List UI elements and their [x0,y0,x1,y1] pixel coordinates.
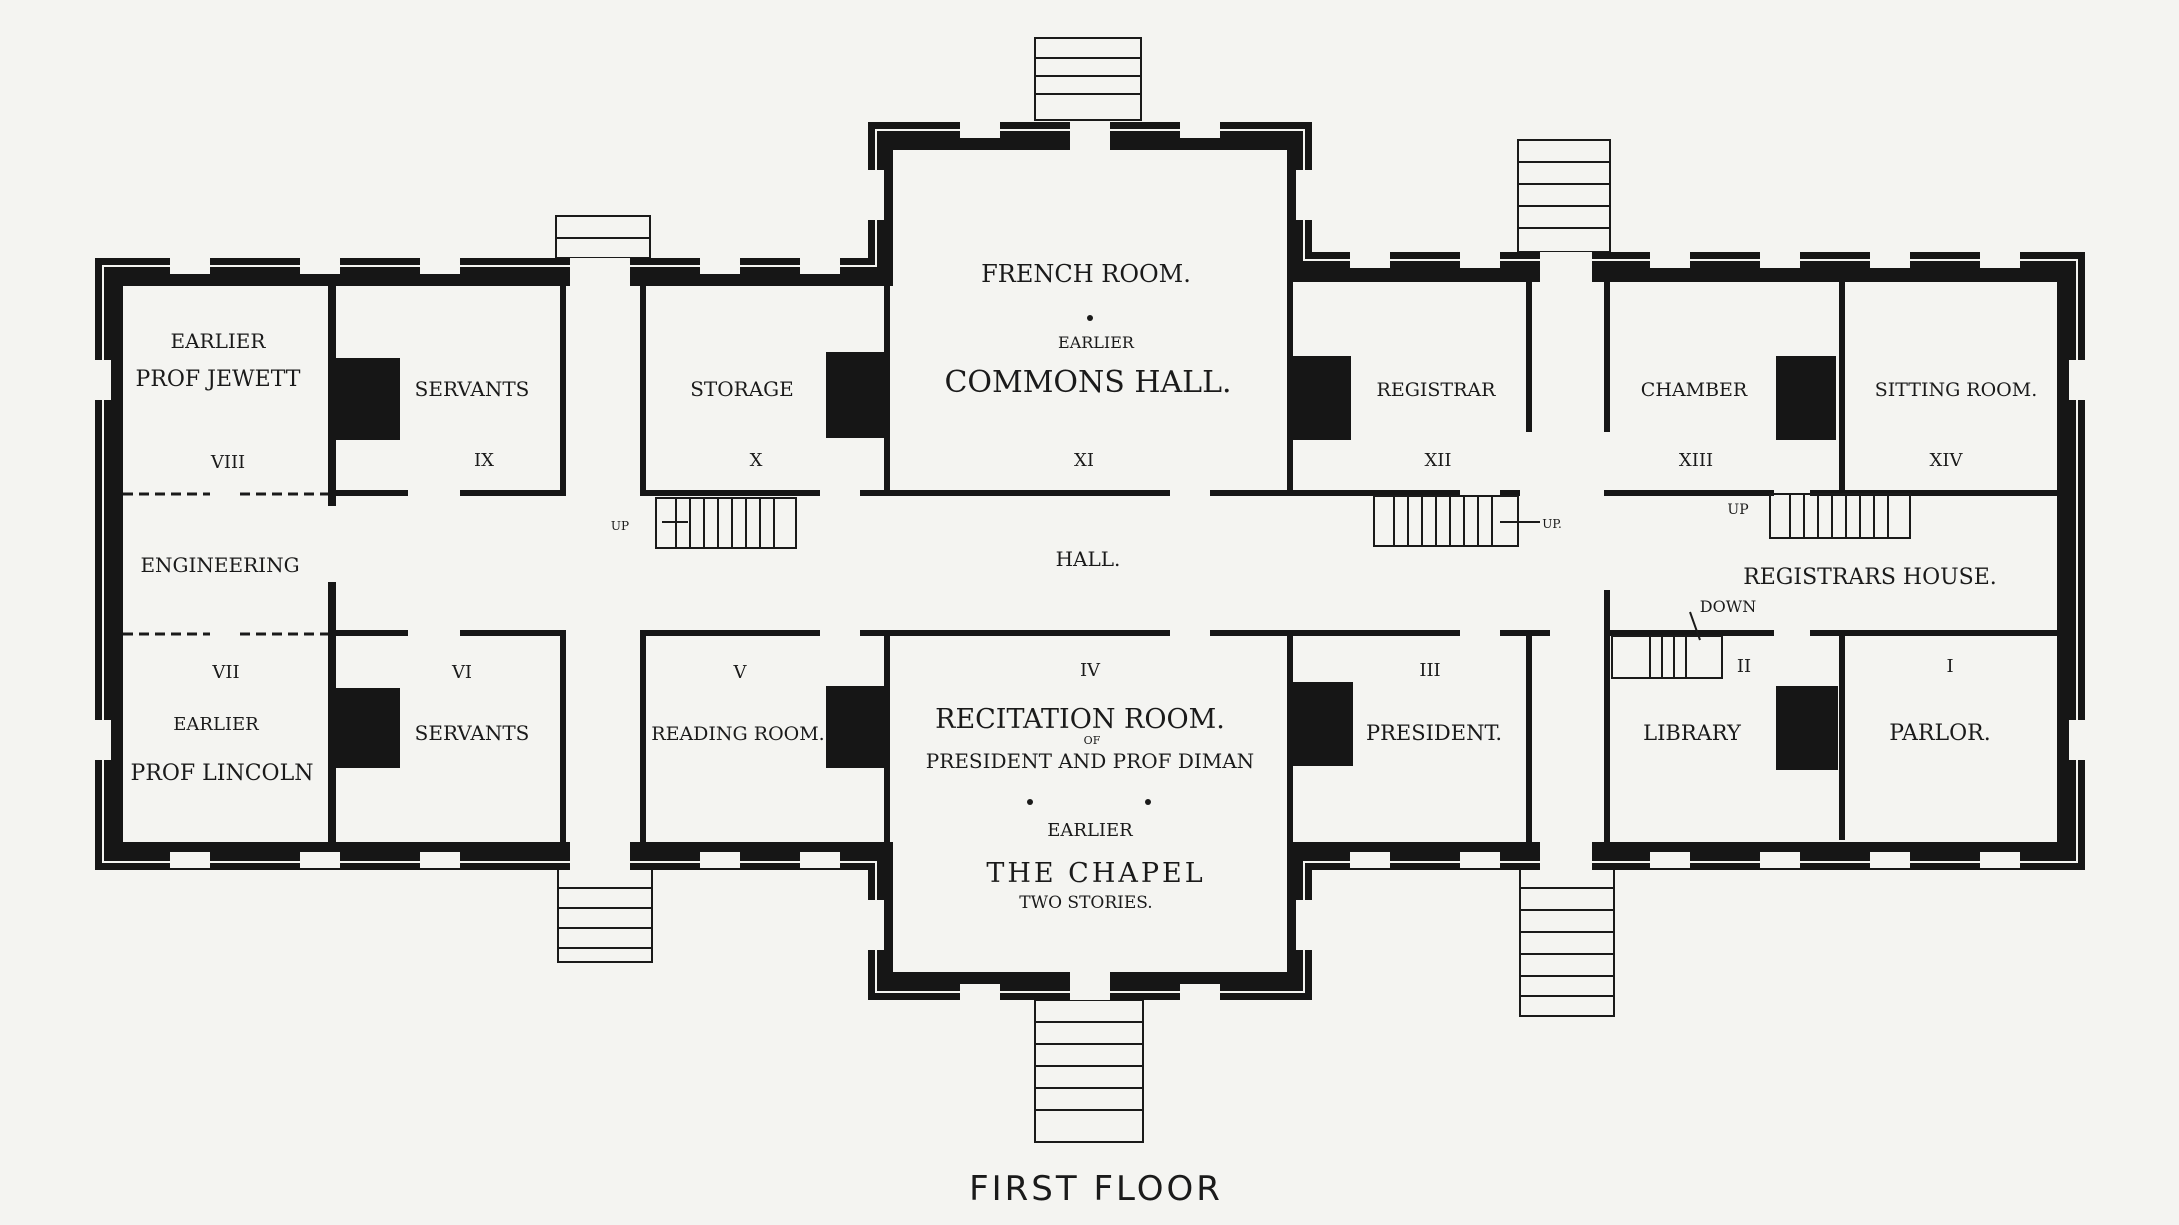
interior-stairs [656,494,1910,678]
room-4-earlier-name: THE CHAPEL [986,858,1206,889]
room-13-numeral: XIII [1678,450,1714,471]
room-1-name: PARLOR. [1889,721,1991,746]
room-4-of: OF [1083,734,1101,747]
room-10-name: STORAGE [690,377,794,401]
room-5-name: READING ROOM. [651,723,825,745]
room-9-name: SERVANTS [414,377,530,401]
room-13-name: CHAMBER [1640,379,1748,401]
room-14-numeral: XIV [1929,450,1963,471]
room-14-name: SITTING ROOM. [1874,379,2038,401]
room-4-of-names: PRESIDENT AND PROF DIMAN [925,749,1255,773]
dot-marker [1027,799,1033,805]
room-5-numeral: V [733,662,747,683]
room-12-numeral: XII [1424,450,1452,471]
registrars-house-label: REGISTRARS HOUSE. [1743,565,1997,590]
room-3-numeral: III [1419,660,1441,681]
room-8-earlier: EARLIER [170,329,266,353]
room-8-numeral: VIII [210,452,246,473]
room-1-numeral: I [1946,656,1954,677]
room-12-name: REGISTRAR [1376,379,1496,401]
stair-up-left: UP [610,519,630,533]
floor-title: FIRST FLOOR [969,1169,1223,1209]
room-4-earlier: EARLIER [1047,820,1133,841]
stair-down: DOWN [1699,597,1757,616]
room-2-numeral: II [1736,656,1752,677]
room-8-name: PROF JEWETT [135,367,301,392]
room-6-name: SERVANTS [414,721,530,745]
room-4-numeral: IV [1079,660,1101,681]
dot-marker [1087,315,1093,321]
hall-label: HALL. [1055,547,1121,571]
room-7-earlier: EARLIER [173,714,259,735]
room-7-name: PROF LINCOLN [130,761,314,786]
room-11-earlier: EARLIER [1058,333,1134,352]
room-2-name: LIBRARY [1643,721,1741,745]
room-9-numeral: IX [474,450,494,471]
room-10-numeral: X [749,450,763,471]
room-11-numeral: XI [1074,450,1094,471]
room-4-name: RECITATION ROOM. [935,704,1225,735]
room-11-earlier-name: COMMONS HALL. [944,365,1232,400]
room-4-note: TWO STORIES. [1019,893,1153,913]
stair-up-middle: UP. [1542,517,1562,531]
dot-marker [1145,799,1151,805]
room-3-name: PRESIDENT. [1365,721,1503,745]
engineering-label: ENGINEERING [140,553,300,577]
stair-up-right: UP [1727,502,1749,518]
room-7-numeral: VII [212,662,240,683]
room-labels [131,260,2038,913]
room-6-numeral: VI [451,662,473,683]
room-11-name: FRENCH ROOM. [981,260,1191,288]
